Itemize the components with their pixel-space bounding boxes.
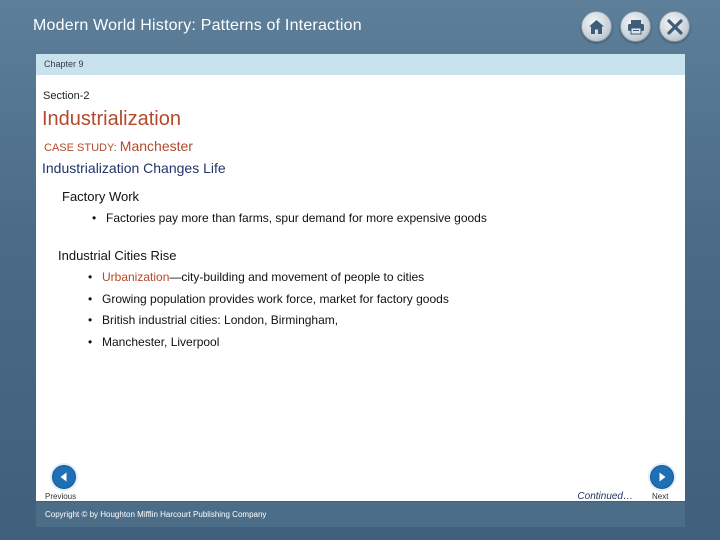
home-button[interactable] <box>581 11 612 42</box>
top-toolbar <box>581 11 690 42</box>
bullet-text: Manchester, Liverpool <box>102 334 220 349</box>
bullet-text: Factories pay more than farms, spur demand for more expensive goods <box>106 211 487 225</box>
next-label[interactable]: Next <box>652 492 669 501</box>
bullet-item <box>92 208 487 230</box>
print-icon <box>627 19 645 35</box>
close-button[interactable] <box>659 11 690 42</box>
case-study-place: Manchester <box>119 138 193 154</box>
bullet-item <box>88 289 449 311</box>
previous-label[interactable]: Previous <box>45 492 77 501</box>
bullet-item <box>88 310 449 332</box>
section-label: Section-2 <box>43 90 90 102</box>
bullet-text: British industrial cities: London, Birmingham, <box>102 313 339 327</box>
slide-title: Industrialization <box>42 108 181 130</box>
case-study-prefix: CASE STUDY: <box>44 142 120 154</box>
chapter-label: Chapter 9 <box>44 59 84 69</box>
topic-heading-industrial-cities: Industrial Cities Rise <box>58 248 177 263</box>
factory-work-bullets <box>92 208 487 230</box>
app-title: Modern World History: Patterns of Interaction <box>33 17 362 34</box>
key-term: Urbanization <box>102 270 170 284</box>
next-button[interactable] <box>650 465 674 489</box>
print-button[interactable] <box>620 11 651 42</box>
arrow-right-icon <box>656 471 668 483</box>
industrial-cities-bullets <box>88 267 449 353</box>
copyright-text: Copyright © by Houghton Mifflin Harcourt Publishing Company <box>45 510 267 519</box>
bullet-text: Growing population provides work force, market for factory goods <box>102 291 449 306</box>
close-icon <box>667 19 683 35</box>
previous-button[interactable] <box>52 465 76 489</box>
slide-subtitle: Industrialization Changes Life <box>42 160 226 176</box>
chapter-bar <box>36 54 685 75</box>
bullet-text: —city-building and movement of people to cities <box>169 270 425 284</box>
bullet-item <box>88 332 449 354</box>
footer-bar <box>36 502 685 527</box>
continued-label: Continued… <box>577 491 633 502</box>
topic-heading-factory-work: Factory Work <box>62 189 140 204</box>
home-icon <box>588 19 605 35</box>
slide-content <box>36 75 685 501</box>
arrow-left-icon <box>58 471 70 483</box>
case-study-line <box>44 138 193 156</box>
bullet-item <box>88 267 449 289</box>
